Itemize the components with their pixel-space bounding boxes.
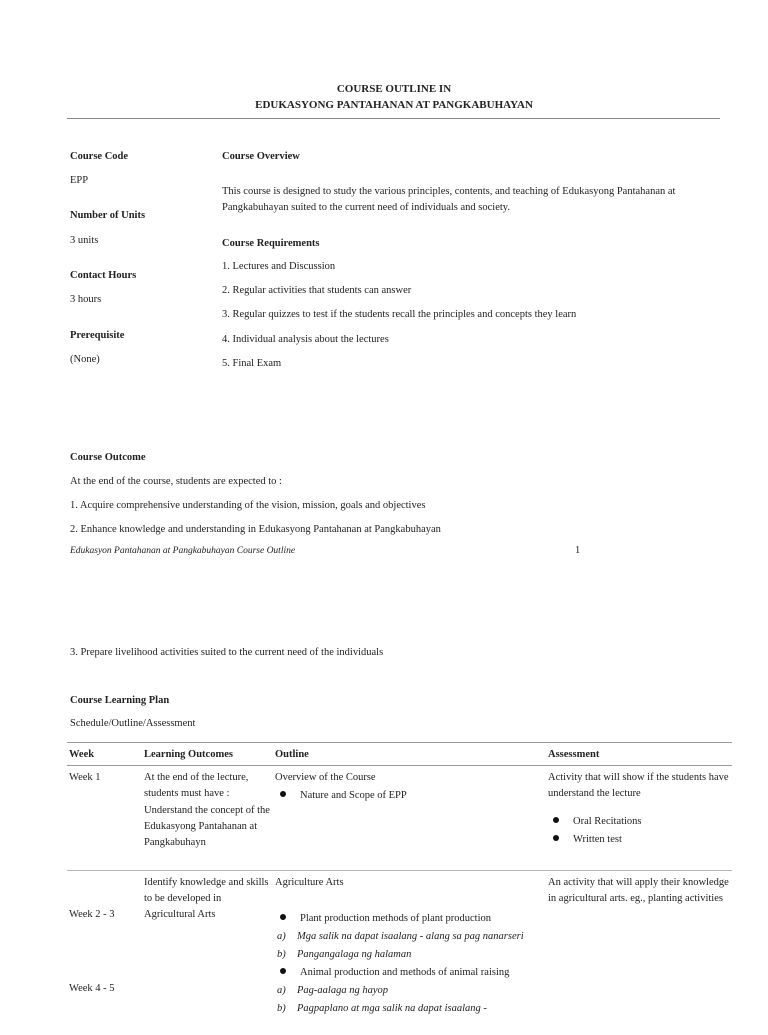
assessment-bullet-text: Oral Recitations bbox=[573, 816, 642, 827]
overview-text: This course is designed to study the various principles, contents, and teaching of Edukasyong Pantahanan at Pangkabuhayan suited to the current need of individuals and society. bbox=[222, 184, 722, 216]
outline-cell bbox=[273, 871, 546, 1035]
assessment-text: An activity that will apply their knowledge in agricultural arts. eg., planting activities bbox=[548, 875, 730, 907]
prereq-label: Prerequisite bbox=[70, 330, 124, 341]
outcome-label: Course Outcome bbox=[70, 452, 146, 463]
table-header-row bbox=[67, 743, 732, 766]
title-divider bbox=[67, 118, 720, 119]
title-line-1: COURSE OUTLINE IN bbox=[0, 83, 768, 95]
table-row bbox=[67, 871, 732, 1035]
hours-value: 3 hours bbox=[70, 294, 101, 305]
outcome-item-1: 1. Acquire comprehensive understanding of the vision, mission, goals and objectives bbox=[70, 500, 425, 511]
week-label: Week 4 - 5 bbox=[69, 981, 140, 997]
title-line-2: EDUKASYONG PANTAHANAN AT PANGKABUHAYAN bbox=[0, 99, 768, 111]
outline-bullet bbox=[275, 788, 544, 804]
outcome-item-2: 2. Enhance knowledge and understanding in Edukasyong Pantahanan at Pangkabuhayan bbox=[70, 524, 441, 535]
outline-bullet-text: Animal production and methods of animal raising bbox=[300, 967, 509, 978]
outline-subitem: b) Pagpaplano at mga salik na dapat isaalang - bbox=[275, 1001, 544, 1017]
outcomes-text: At the end of the lecture, students must have : bbox=[144, 770, 271, 802]
bullet-icon bbox=[280, 914, 286, 920]
week-label: Week 1 bbox=[69, 772, 101, 783]
outcomes-cell bbox=[142, 766, 273, 871]
units-value: 3 units bbox=[70, 235, 98, 246]
outcome-item-3: 3. Prepare livelihood activities suited to the current need of the individuals bbox=[70, 647, 383, 658]
page-number: 1 bbox=[575, 545, 580, 556]
outcomes-cell bbox=[142, 871, 273, 1035]
requirement-item: 2. Regular activities that students can answer bbox=[222, 285, 411, 296]
requirements-label: Course Requirements bbox=[222, 238, 320, 249]
outline-bullet-text: Plant production methods of plant production bbox=[300, 913, 491, 924]
overview-label: Course Overview bbox=[222, 151, 300, 162]
outline-subitem-text: Pag-aalaga ng hayop bbox=[297, 985, 388, 996]
outline-cell bbox=[273, 766, 546, 871]
outline-subitem: a) Pag-aalaga ng hayop bbox=[275, 983, 544, 999]
week-cell bbox=[67, 871, 142, 1035]
outline-subitem: b) Pangangalaga ng halaman bbox=[275, 947, 544, 963]
course-code-label: Course Code bbox=[70, 151, 128, 162]
requirement-item: 3. Regular quizzes to test if the students recall the principles and concepts they learn bbox=[222, 309, 576, 320]
hours-label: Contact Hours bbox=[70, 270, 136, 281]
requirement-item: 5. Final Exam bbox=[222, 358, 281, 369]
assessment-cell bbox=[546, 766, 732, 871]
requirement-item: 4. Individual analysis about the lectures bbox=[222, 334, 389, 345]
outline-subitem: a) Mga salik na dapat isaalang - alang sa pag nanarseri bbox=[275, 929, 544, 945]
plan-label: Course Learning Plan bbox=[70, 695, 169, 706]
outcome-intro: At the end of the course, students are expected to : bbox=[70, 476, 282, 487]
outline-bullet bbox=[275, 911, 544, 927]
learning-plan-table bbox=[67, 742, 732, 1035]
assessment-bullet bbox=[548, 814, 730, 830]
units-label: Number of Units bbox=[70, 210, 145, 221]
header-outline: Outline bbox=[273, 743, 546, 766]
plan-subtitle: Schedule/Outline/Assessment bbox=[70, 718, 195, 729]
outline-subitem-text: Mga salik na dapat isaalang - alang sa pag nanarseri bbox=[297, 931, 524, 942]
outline-bullet-text: Nature and Scope of EPP bbox=[300, 790, 407, 801]
prereq-value: (None) bbox=[70, 354, 100, 365]
bullet-icon bbox=[553, 835, 559, 841]
outline-title: Overview of the Course bbox=[275, 770, 544, 786]
header-week: Week bbox=[67, 743, 142, 766]
week-cell bbox=[67, 766, 142, 871]
outcomes-text: Identify knowledge and skills to be developed in Agricultural Arts bbox=[144, 875, 271, 923]
page-footer: Edukasyon Pantahanan at Pangkabuhayan Course Outline bbox=[70, 546, 295, 556]
header-outcomes: Learning Outcomes bbox=[142, 743, 273, 766]
assessment-text: Activity that will show if the students have understand the lecture bbox=[548, 770, 730, 802]
outcomes-text: Understand the concept of the Edukasyong Pantahanan at Pangkabuhayn bbox=[144, 803, 271, 851]
week-label: Week 2 - 3 bbox=[69, 907, 140, 923]
course-code-value: EPP bbox=[70, 175, 88, 186]
outline-subitem-text: Pangangalaga ng halaman bbox=[297, 949, 411, 960]
bullet-icon bbox=[280, 791, 286, 797]
outline-subitem-text: Pagpaplano at mga salik na dapat isaalang - bbox=[297, 1003, 487, 1014]
table-row bbox=[67, 766, 732, 871]
requirement-item: 1. Lectures and Discussion bbox=[222, 261, 335, 272]
bullet-icon bbox=[553, 817, 559, 823]
header-assessment: Assessment bbox=[546, 743, 732, 766]
assessment-bullet-text: Written test bbox=[573, 834, 622, 845]
outline-title: Agriculture Arts bbox=[275, 875, 544, 891]
bullet-icon bbox=[280, 968, 286, 974]
assessment-cell bbox=[546, 871, 732, 1035]
outline-bullet bbox=[275, 965, 544, 981]
assessment-bullet bbox=[548, 832, 730, 848]
